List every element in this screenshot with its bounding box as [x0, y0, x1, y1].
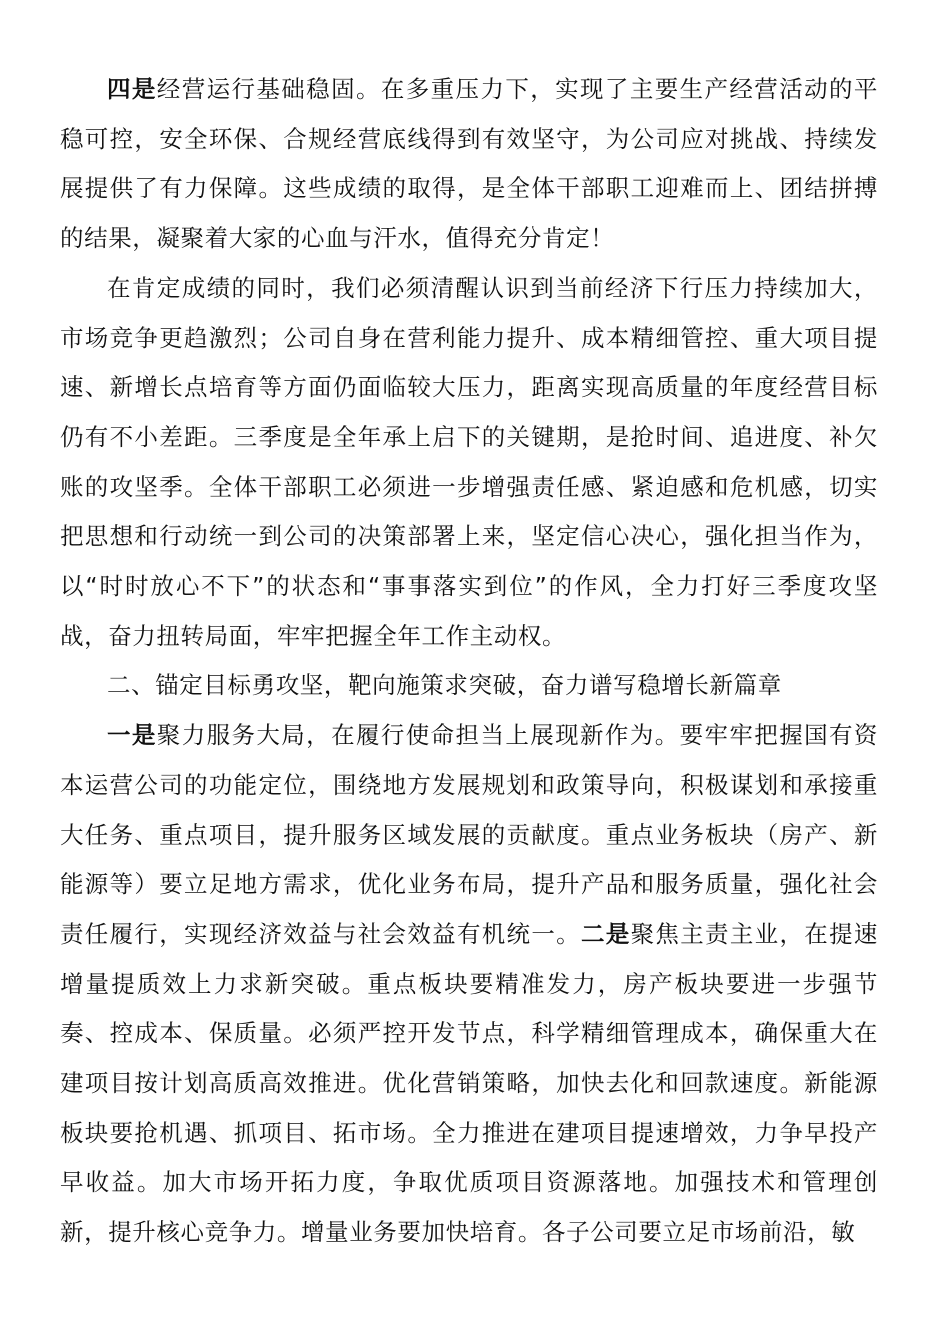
lead-marker-four: 四是 [107, 75, 157, 103]
lead-marker-two: 二是 [581, 919, 631, 948]
paragraph-text: 聚焦主责主业，在提速增量提质效上力求新突破。重点板块要精准发力，房产板块要进一步强节奏、控成本、保质量。必须严控开发节点，科学精细管理成本，确保重大在建项目按计划高质高效推进。优化营销策略，加快去化和回款速度。新能源板块要抢机遇、抓项目、拓市场。全力推进在建项目提速增效，力争早投产早收益。加大市场开拓力度，争取优质项目资源落地。加强技术和管理创新，提升核心竞争力。增量业务要加快培育。各子公司要立足市场前沿，敏 [60, 919, 879, 1247]
paragraph-text: 在肯定成绩的同时，我们必须清醒认识到当前经济下行压力持续加大，市场竞争更趋激烈；公司自身在营利能力提升、成本精细管控、重大项目提速、新增长点培育等方面仍面临较大压力，距离实现高质量的年度经营目标仍有不小差距。三季度是全年承上启下的关键期，是抢时间、追进度、补欠账的攻坚季。全体干部职工必须进一步增强责任感、紧迫感和危机感，切实把思想和行动统一到公司的决策部署上来，坚定信心决心，强化担当作为，以“时时放心不下”的状态和“事事落实到位”的作风，全力打好三季度攻坚战，奋力扭转局面，牢牢把握全年工作主动权。 [60, 273, 878, 650]
paragraph-stable-operations [60, 65, 878, 264]
paragraph-text: 经营运行基础稳固。在多重压力下，实现了主要生产经营活动的平稳可控，安全环保、合规经营底线得到有效坚守，为公司应对挑战、持续发展提供了有力保障。这些成绩的取得，是全体干部职工迎难而上、团结拼搏的结果，凝聚着大家的心血与汗水，值得充分肯定！ [60, 75, 878, 253]
lead-marker-one: 一是 [107, 721, 157, 750]
paragraph-challenges [60, 264, 878, 662]
document-body [60, 65, 878, 1258]
paragraph-text: 聚力服务大局，在履行使命担当上展现新作为。要牢牢把握国有资本运营公司的功能定位，围绕地方发展规划和政策导向，积极谋划和承接重大任务、重点项目，提升服务区域发展的贡献度。重点业务板块（房产、新能源等）要立足地方需求，优化业务布局，提升产品和服务质量，强化社会责任履行，实现经济效益与社会效益有机统一。 [60, 721, 878, 948]
paragraph-measures [60, 711, 878, 1258]
section-heading: 二、锚定目标勇攻坚，靶向施策求突破，奋力谱写稳增长新篇章 [107, 671, 782, 700]
